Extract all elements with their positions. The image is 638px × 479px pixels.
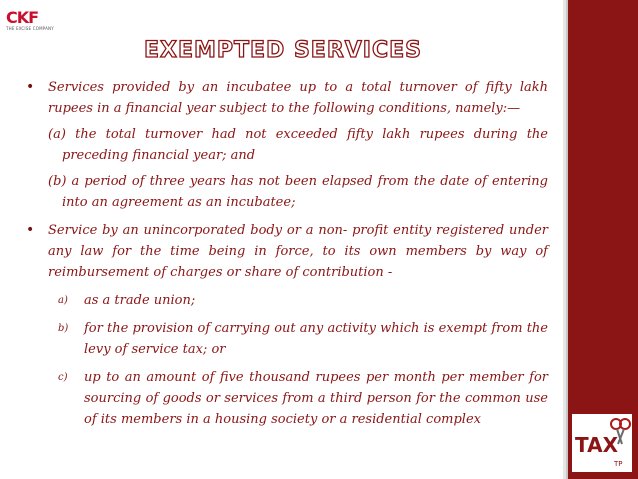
condition-b: (b) a period of three years has not been elapsed from the date of entering into an agreement as an incubatee; bbox=[48, 174, 548, 210]
bar-edge-line bbox=[563, 0, 566, 479]
sub-item-text: as a trade union; bbox=[84, 293, 196, 308]
sub-item-c bbox=[24, 367, 548, 430]
bullet-1-text: Services provided by an incubatee up to a total turnover of fifty lakh rupees in a financial year subject to the following conditions, namely:— bbox=[48, 80, 548, 116]
bullet-dot-icon: • bbox=[26, 222, 35, 238]
tax-logo-sub: TP bbox=[614, 460, 623, 468]
bullet-2 bbox=[24, 220, 548, 283]
tax-scissors-icon bbox=[572, 414, 632, 472]
bullet-1 bbox=[24, 77, 548, 119]
sub-item-text: up to an amount of five thousand rupees per month per member for sourcing of goods or services from a third person for the common use of its members in a housing society or a residential complex bbox=[84, 370, 548, 427]
bullet-dot-icon: • bbox=[26, 79, 35, 95]
bullet-2-text: Service by an unincorporated body or a non- profit entity registered under any law for the time being in force, to its own members by way of reimbursement of charges or share of contribution - bbox=[48, 223, 548, 280]
tax-logo-text: TAX bbox=[575, 433, 618, 457]
slide-content bbox=[24, 77, 548, 430]
logo-subtitle: THE EXCISE COMPANY bbox=[6, 26, 54, 31]
tax-logo bbox=[572, 414, 632, 472]
sub-item-text: for the provision of carrying out any activity which is exempt from the levy of service tax; or bbox=[84, 321, 548, 357]
sub-item-marker: a) bbox=[58, 295, 68, 306]
logo-mark: CKF bbox=[6, 8, 39, 27]
sub-item-a bbox=[24, 290, 548, 311]
right-decorative-bar bbox=[566, 0, 638, 479]
sub-item-marker: b) bbox=[58, 323, 69, 334]
condition-a: (a) the total turnover had not exceeded fifty lakh rupees during the preceding financial year; and bbox=[48, 127, 548, 163]
slide-title: EXEMPTED SERVICES bbox=[143, 38, 423, 63]
sub-item-b bbox=[24, 318, 548, 360]
sub-item-marker: c) bbox=[58, 372, 68, 383]
